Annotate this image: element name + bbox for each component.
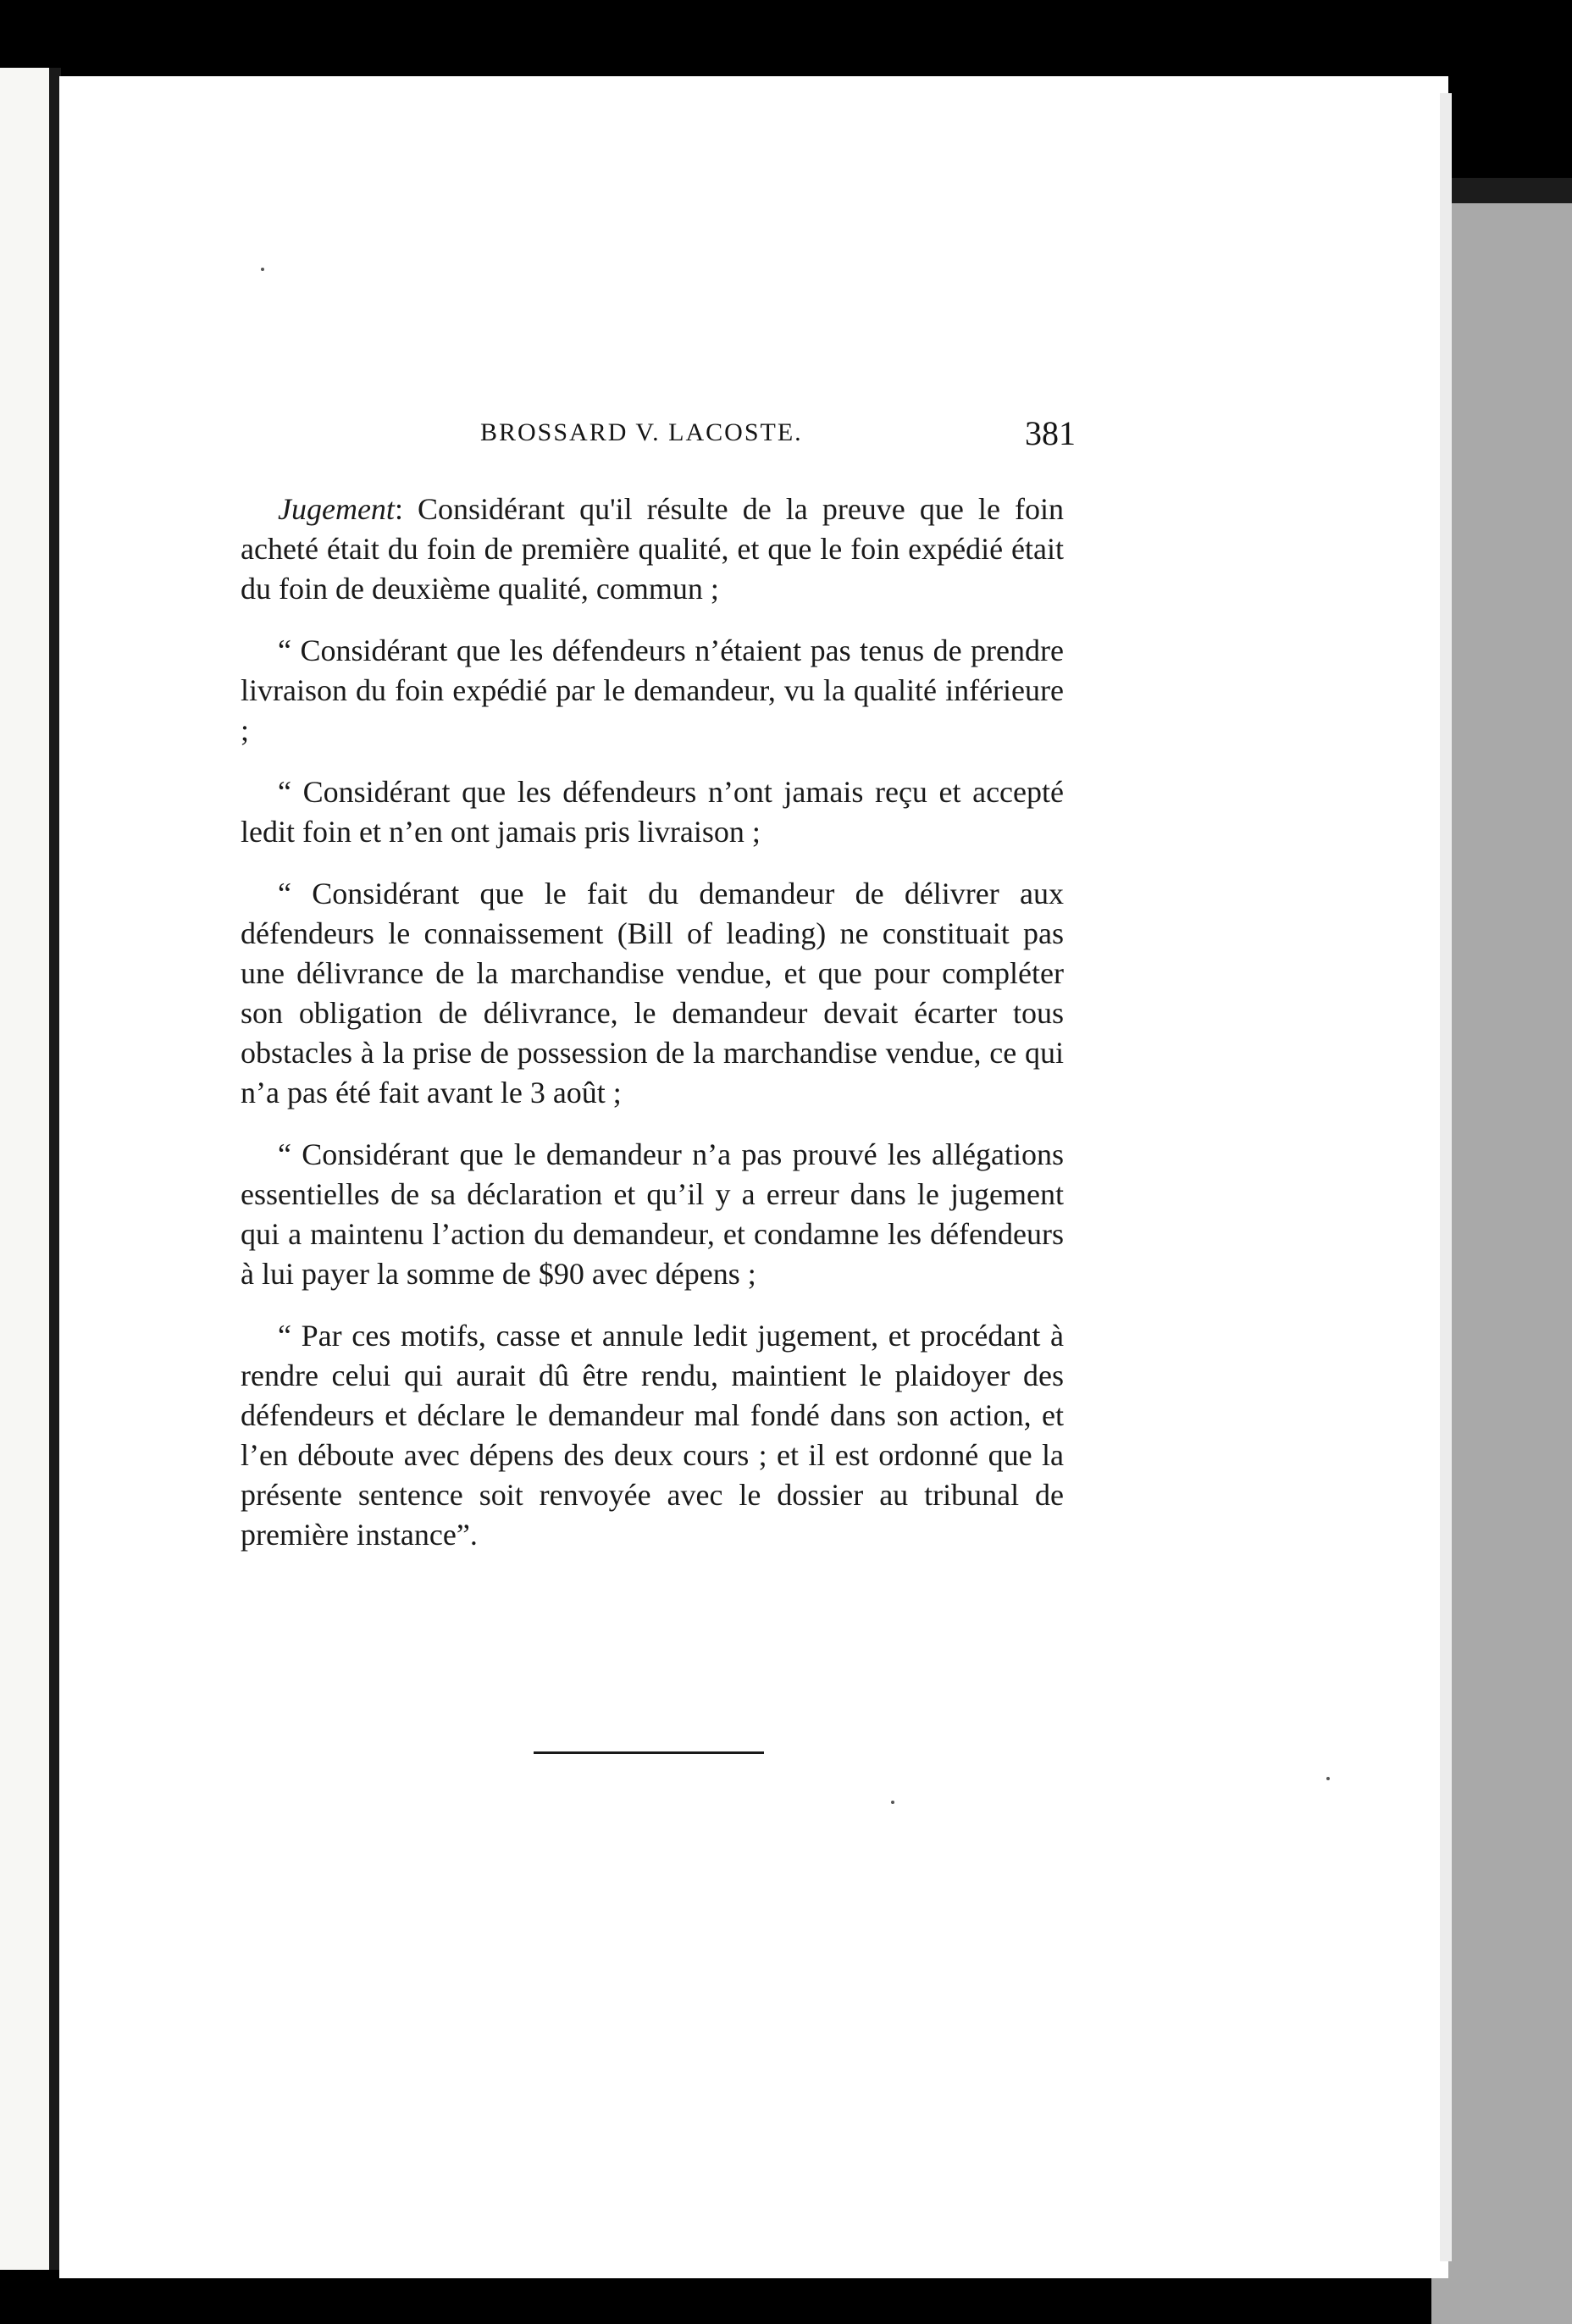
paragraph-considerant-4: “ Considérant que le demandeur n’a pas prouvé les allégations essentielles de sa déclaration et qu’il y a erreur dans le jugement qui a maintenu l’action du demandeur, et condamne les défendeurs à lui payer la somme de $90 avec dépens ; bbox=[241, 1137, 1064, 1291]
section-end-rule bbox=[534, 1751, 764, 1754]
body-text bbox=[241, 490, 1064, 1577]
page-edge bbox=[1440, 93, 1452, 2261]
paragraph-motifs: “ Par ces motifs, casse et annule ledit jugement, et procédant à rendre celui qui aurait dû être rendu, maintient le plaidoyer des défendeurs et déclare le demandeur mal fondé dans son action, et l’en déboute avec dépens des deux cours ; et il est ordonné que la présente sentence soit renvoyée avec le dossier au tribunal de première instance”. bbox=[241, 1319, 1064, 1552]
facing-page-edge bbox=[0, 68, 53, 2270]
scan-speck bbox=[1326, 1777, 1330, 1780]
paragraph-considerant-1: “ Considérant que les défendeurs n’étaient pas tenus de prendre livraison du foin expédié par le demandeur, vu la qualité inférieure ; bbox=[241, 634, 1064, 747]
background-board bbox=[1431, 203, 1572, 2324]
paragraph-considerant-2: “ Considérant que les défendeurs n’ont jamais reçu et accepté ledit foin et n’en ont jamais pris livraison ; bbox=[241, 775, 1064, 849]
running-title: BROSSARD V. LACOSTE. bbox=[480, 418, 803, 446]
scan-speck bbox=[891, 1801, 894, 1804]
page-number: 381 bbox=[1025, 414, 1076, 452]
scan-speck bbox=[261, 268, 264, 271]
paragraph-text: : Considérant qu'il résulte de la preuve que le foin acheté était du foin de première qualité, et que le foin expédié était du foin de deuxième qualité, commun ; bbox=[241, 492, 1064, 606]
paragraph-jugement bbox=[241, 490, 1064, 609]
paragraph-considerant-3: “ Considérant que le fait du demandeur de délivrer aux défendeurs le connaissement (Bill of leading) ne constituait pas une délivrance de la marchandise vendue, et que pour compléter son obligation de délivrance, le demandeur devait écarter tous obstacles à la prise de possession de la marchandise vendue, ce qui n’a pas été fait avant le 3 août ; bbox=[241, 877, 1064, 1109]
running-head bbox=[239, 414, 1076, 461]
paragraph-lead-word: Jugement bbox=[278, 492, 395, 526]
